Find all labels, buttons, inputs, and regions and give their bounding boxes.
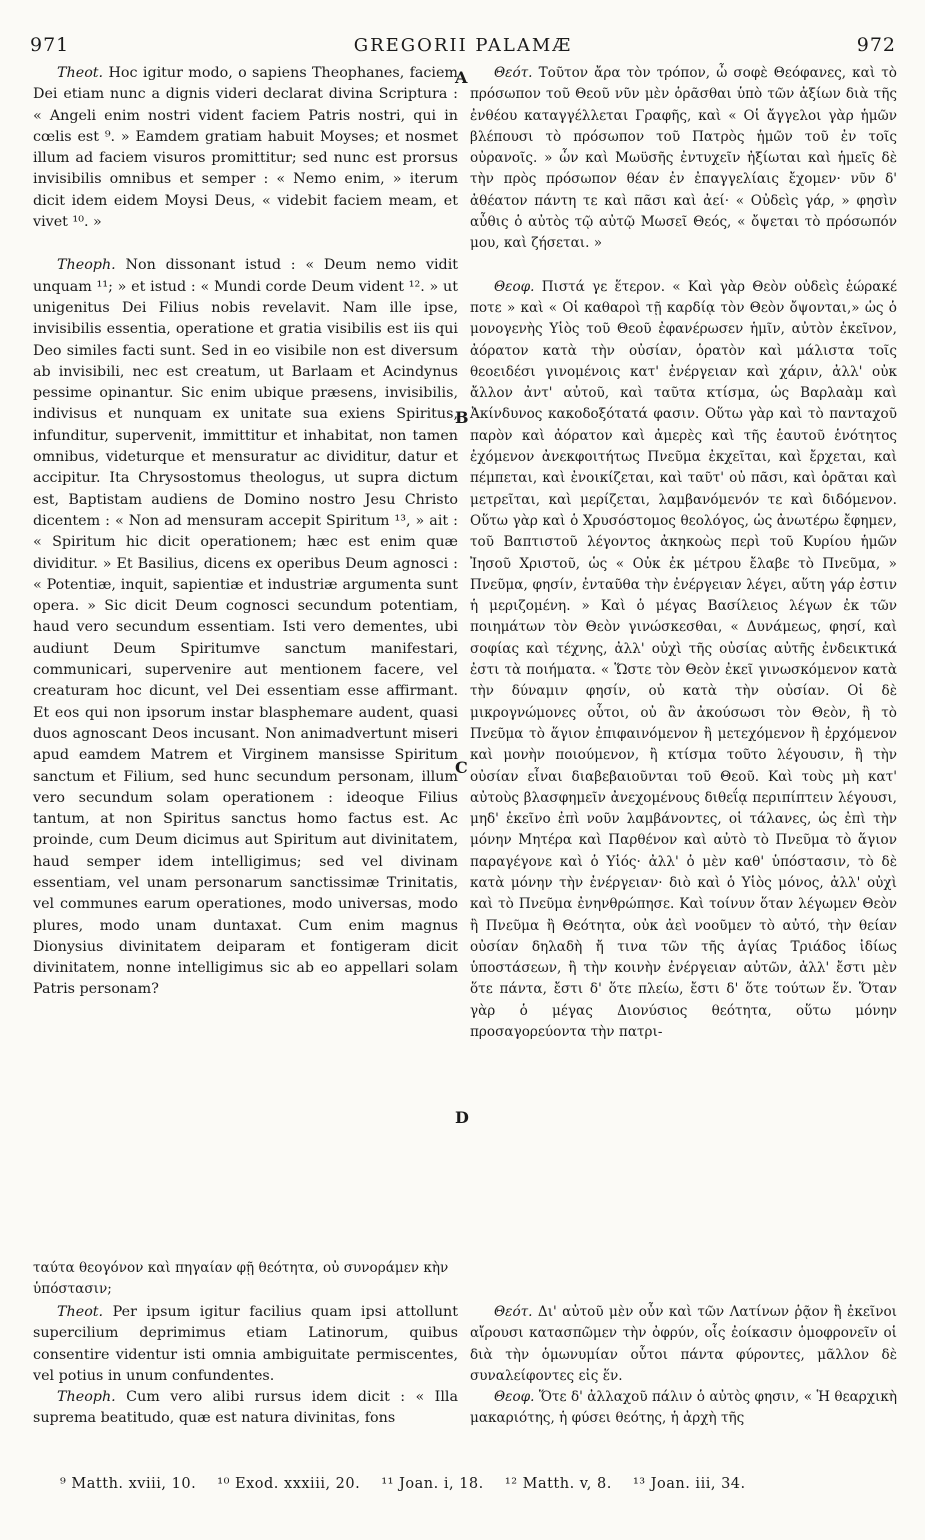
paragraph-text: Cum vero alibi rursus idem dicit : « Illa suprema beatitudo, quæ est natura divinitas, fons [33, 1389, 458, 1427]
latin-column [33, 63, 458, 1001]
page-number-right: 972 [856, 34, 896, 56]
paragraph-text: Non dissonant istud : « Deum nemo vidit unquam ¹¹; » et istud : « Mundi corde Deum vident ¹². » ut unigenitus Dei Filius nobis revelavit. Nam ille ipse, invisibilis essentia, operatione et gratia visibilis est iis qui Deo similes facti sunt. Sed in eo visibile non est diversum ab invisibili, nec est creatum, ut Barlaam et Acindynus pessime opinantur. Sic enim ubique præsens, invisibilis, indivisus et nunquam ex unitate sua exiens Spiritus, infunditur, supervenit, immittitur et inhabitat, non tamen omnibus, videturque et mensuratur ac dividitur, datur et accipitur. Ita Chrysostomus theologus, ut supra dictum est, Baptistam audiens de Domino nostro Jesu Christo dicentem : « Non ad mensuram accepit Spiritum ¹³, » ait : « Spiritum hic dicit operationem; hæc est enim quæ dividitur. » Et Basilius, dicens ex operibus Deum agnosci : « Potentiæ, inquit, sapientiæ et industriæ argumenta sunt opera. » Sic dicit Deum cognosci secundum potentiam, haud vero secundum essentiam. Isti vero dementes, ubi audiunt Deum Spiritumve sanctum manifestari, communicari, supervenire aut mentionem facere, vel creaturam hoc dicunt, vel Dei essentiam esse affirmant. Et eos qui non ipsorum instar blasphemare audent, quasi duos agnoscant Deos incusant. Non animadvertunt miseri apud eamdem Matrem et Virginem mansisse Spiritum sanctum et Filium, sed hunc secundum personam, illum vero secundum solam operationem : ideoque Filius tantum, at non Spiritus sanctus homo factus est. Ac proinde, cum Deum dicimus aut Spiritum aut divinitatem, haud semper idem intelligimus; sed vel divinam essentiam, vel unam personarum sanctissimæ Trinitatis, vel communes earum operationes, modo universas, modo plures, modo unam duntaxat. Cum enim magnus Dionysius divinitatem deiparam et fontigeram dicit divinitatem, nonne intelligimus sic ab eo appellari solam Patris personam? [33, 257, 459, 998]
paragraph-text: Hoc igitur modo, o sapiens Theophanes, faciem Dei etiam nunc a dignis videri declarat divina Scriptura : « Angeli enim nostri vident faciem Patris nostri, qui in cœlis est ⁹. » Eamdem gratiam habuit Moyses; et nosmet illum ad faciem visuros promittitur; sed nunc est prorsus invisibilis omnibus et semper : « Nemo enim, » iterum dicit idem eidem Moysi Deus, « videbit faciem meam, et vivet ¹⁰. » [33, 65, 458, 231]
footnote: ¹² Matth. v, 8. [504, 1476, 612, 1492]
latin-column-lower [33, 1302, 458, 1430]
greek-spillover-line: ταύτα θεογόνον καὶ πηγαίαν φῇ θεότητα, οὐ συνοράμεν κὴν ὑπόστασιν; [33, 1260, 449, 1297]
margin-marker-a: A [455, 68, 468, 87]
footnote: ¹³ Joan. iii, 34. [632, 1476, 746, 1492]
running-title: GREGORII PALAMÆ [353, 35, 573, 56]
paragraph-text: Δι' αὐτοῦ μὲν οὖν καὶ τῶν Λατίνων ῥᾷον ἢ ἐκεῖνοι αἴρουσι κατασπῶμεν τὴν ὀφρύν, οἷς ἐοίκασιν ὁμοφρονεῖν οἱ διὰ τὴν ὁμωνυμίαν οὗτοι πάντα φύροντες, μᾶλλον δὲ συναλείφοντες εἰς ἕν. [470, 1304, 897, 1384]
footnote: ¹⁰ Exod. xxxiii, 20. [217, 1476, 361, 1492]
footnote: ⁹ Matth. xviii, 10. [60, 1476, 197, 1492]
footnote: ¹¹ Joan. i, 18. [381, 1476, 484, 1492]
greek-column [470, 63, 897, 1043]
page-header [30, 34, 896, 58]
speaker-label: Theot. [57, 1304, 104, 1320]
speaker-label: Theoph. [57, 1389, 116, 1406]
greek-paragraph-3 [470, 1302, 897, 1387]
speaker-label: Θεότ. [494, 1304, 533, 1320]
paragraph-text: Ὅτε δ' ἀλλαχοῦ πάλιν ὁ αὐτὸς φησιν, « Ἡ θεαρχικὴ μακαριότης, ἡ φύσει θεότης, ἡ ἀρχὴ τῆς [470, 1389, 897, 1427]
greek-paragraph-2 [470, 277, 897, 1044]
greek-column-lower [470, 1302, 897, 1430]
margin-marker-c: C [455, 758, 468, 777]
speaker-label: Theot. [57, 65, 104, 81]
greek-paragraph-1 [470, 63, 897, 255]
margin-marker-b: B [455, 408, 469, 427]
speaker-label: Theoph. [57, 257, 116, 274]
latin-paragraph-4 [33, 1387, 458, 1430]
page-number-left: 971 [30, 34, 70, 56]
latin-paragraph-1 [33, 63, 458, 233]
paragraph-text: Per ipsum igitur facilius quam ipsi attollunt supercilium deprimimus etiam Latinorum, quibus consentire videntur isti omnia ambiguitate permiscentes, vel potius in unum confundentes. [33, 1304, 458, 1384]
latin-paragraph-2 [33, 255, 458, 1000]
footnotes [60, 1476, 900, 1492]
greek-paragraph-4 [470, 1387, 897, 1430]
margin-marker-d: D [455, 1108, 469, 1127]
paragraph-text: Πιστά γε ἕτερον. « Καὶ γὰρ Θεὸν οὐδεὶς ἑώρακέ ποτε » καὶ « Οἱ καθαροὶ τῇ καρδίᾳ τὸν Θεὸν ὄψονται,» ὡς ὁ μονογενὴς Υἱὸς τοῦ Θεοῦ ἐφανέρωσεν ἡμῖν, αὐτὸν ἐκεῖνον, ἀόρατον κατὰ τὴν οὐσίαν, ὁρατὸν καὶ μάλιστα τοῖς θεοειδέσι γινομένοις κατ' ἐνέργειαν καὶ χάριν, ἀλλ' οὐκ ἄλλον ἀντ' αὐτοῦ, καὶ ταῦτα κτίσμα, ὡς Βαρλαὰμ καὶ Ἀκίνδυνος κακοδοξότατά φασιν. Οὕτω γὰρ καὶ τὸ πανταχοῦ παρὸν καὶ ἀόρατον καὶ ἀμερὲς καὶ τῆς ἑαυτοῦ ἑνότητος ἐχόμενον ἀνεκφοιτήτως Πνεῦμα ἐκχεῖται, καὶ ἔρχεται, καὶ πέμπεται, καὶ ἐνοικίζεται, καὶ ταῦτ' οὐ πᾶσι, καὶ ὁρᾶται καὶ μετρεῖται, καὶ μερίζεται, λαμβανόμενόν τε καὶ διδόμενον. Οὕτω γὰρ καὶ ὁ Χρυσόστομος θεολόγος, ὡς ἀνωτέρω ἔφημεν, τοῦ Βαπτιστοῦ λέγοντος ἀκηκοὼς περὶ τοῦ Κυρίου ἡμῶν Ἰησοῦ Χριστοῦ, ὡς « Οὐκ ἐκ μέτρου ἔλαβε τὸ Πνεῦμα, » Πνεῦμα, φησίν, ἐνταῦθα τὴν ἐνέργειαν λέγει, αὕτη γάρ ἐστιν ἡ μεριζομένη. » Καὶ ὁ μέγας Βασίλειος λέγων ἐκ τῶν ποιημάτων τὸν Θεὸν γινώσκεσθαι, « Δυνάμεως, φησί, καὶ σοφίας καὶ τέχνης, ἀλλ' οὐχὶ τῆς οὐσίας αὐτῆς ἐνδεικτικά ἐστι τὰ ποιήματα. « Ὥστε τὸν Θεὸν ἐκεῖ γινωσκόμενον κατὰ τὴν δύναμιν φησίν, οὐ κατὰ τὴν οὐσίαν. Οἱ δὲ μικρογνώμονες οὗτοι, οὐ ἂν ἀκούσωσι τὸν Θεὸν, ἢ τὸ Πνεῦμα τὸ ἅγιον ἐπιφαινόμενον ἢ μετεχόμενον ἢ ἐρχόμενον καὶ μονὴν ποιούμενον, ἢ κτίσμα τοῦτο λέγουσιν, ἢ τὴν οὐσίαν εἶναι διαβεβαιοῦνται τοῦ Θεοῦ. Καὶ τοὺς μὴ κατ' αὐτοὺς βλασφημεῖν ἀνεχομένους διθεΐᾳ περιπίπτειν λέγουσι, μηδ' ἐκεῖνο ἐπὶ νοῦν λαμβάνοντες, οἱ τάλανες, ὡς ἐπὶ τὴν μόνην Μητέρα καὶ Παρθένον καὶ αὐτὸ τὸ Πνεῦμα τὸ ἅγιον παραγέγονε καὶ ὁ Υἱός· ἀλλ' ὁ μὲν καθ' ὑπόστασιν, τὸ δὲ κατὰ μόνην τὴν ἐνέργειαν· διὸ καὶ ὁ Υἱὸς μόνος, ἀλλ' οὐχὶ καὶ τὸ Πνεῦμα ἐνηνθρώπησε. Καὶ τοίνυν ὅταν λέγωμεν Θεὸν ἢ Πνεῦμα ἢ Θεότητα, οὐκ ἀεὶ νοοῦμεν τὸ αὐτό, τὴν θείαν οὐσίαν δηλαδὴ ἤ τινα τῶν τῆς ἁγίας Τριάδος ἰδίως ὑποστάσεων, ἢ τὴν κοινὴν ἐνέργειαν αὐτῶν, ἀλλ' ἔστι μὲν ὅτε πάντα, ἔστι δ' ὅτε πλείω, ἔστι δ' ὅτε τούτων ἕν. Ὅταν γὰρ ὁ μέγας Διονύσιος θεότητα, οὕτω μόνην προσαγορεύοντα τὴν πατρι- [470, 278, 897, 1041]
speaker-label: Θεοφ. [494, 1389, 535, 1406]
latin-paragraph-3 [33, 1302, 458, 1387]
paragraph-text: Τοῦτον ἄρα τὸν τρόπον, ὦ σοφὲ Θεόφανες, καὶ τὸ πρόσωπον τοῦ Θεοῦ νῦν μὲν ὁρᾶσθαι ὑπὸ τῶν ἀξίων διὰ τῆς ἐνθέου καταγγέλλεται Γραφῆς, καὶ « Οἱ ἄγγελοι γὰρ ἡμῶν βλέπουσι τὸ πρόσωπον τοῦ Πατρὸς ἡμῶν τοῦ ἐν τοῖς οὐρανοῖς. » ὧν καὶ Μωϋσῆς ἐντυχεῖν ἠξίωται καὶ ἡμεῖς δὲ τὴν πρὸς πρόσωπον θέαν ἐν ἐπαγγελίαις ἔχομεν· νῦν δ' ἀθέατον πάντη τε καὶ πᾶσι καὶ ἀεί· « Οὐδεὶς γάρ, » φησὶν αὖθις ὁ αὐτὸς τῷ αὐτῷ Μωσεῖ Θεός, « ὄψεται τὸ πρόσωπόν μου, καὶ ζήσεται. » [470, 65, 897, 252]
speaker-label: Θεότ. [494, 65, 533, 81]
speaker-label: Θεοφ. [494, 278, 535, 295]
